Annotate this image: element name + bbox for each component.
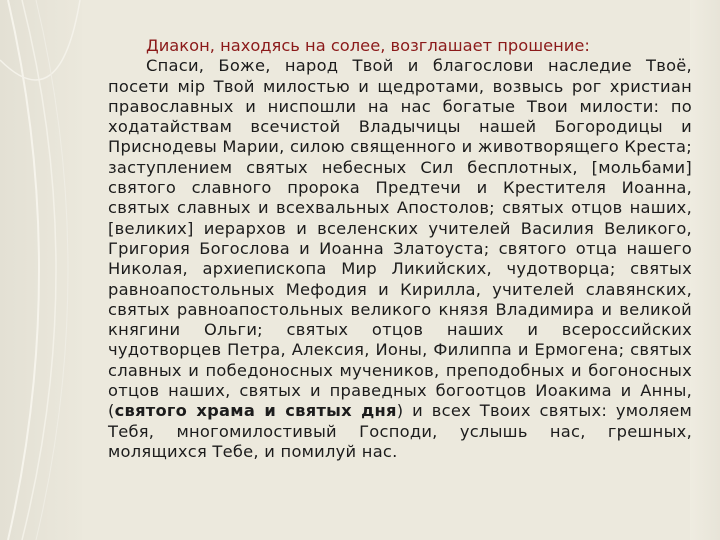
prayer-text-bold: святого храма и святых дня: [114, 401, 397, 421]
prayer-text: [108, 56, 692, 462]
decorative-left-border: [0, 0, 82, 540]
decorative-right-border: [690, 0, 720, 540]
prayer-text-ending: ) и всех Твоих святых: умоляем Тебя, многомилостивый Господи, услышь нас, грешных, молящихся Тебе, и помилуй нас.: [108, 401, 692, 461]
slide-content: [108, 36, 692, 462]
prayer-text-main: Спаси, Боже, народ Твой и благослови наследие Твоё, посети мiр Твой милостью и щедротами, возвысь рог христиан православных и ниспошли на нас богатые Твои милости: по ходатайствам всечистой Владычицы нашей Богородицы и Приснодевы Марии, силою священного и животворящего Креста; заступлением святых небесных Сил бесплотных, [мольбами] святого славного пророка Предтечи и Крестителя Иоанна, святых славных и всехвальных Апостолов; святых отцов наших, [великих] иерархов и вселенских учителей Василия Великого, Григория Богослова и Иоанна Златоуста; святого отца нашего Николая, архиепископа Мир Ликийских, чудотворца; святых равноапостольных Мефодия и Кирилла, учителей славянских, святых равноапостольных великого князя Владимира и великой княгини Ольги; святых отцов наших и всероссийских чудотворцев Петра, Алексия, Ионы, Филиппа и Ермогена; святых славных и победоносных мучеников, преподобных и богоносных отцов наших, святых и праведных богоотцов Иоакима и Анны, (: [108, 56, 692, 421]
decorative-lines: [0, 0, 82, 540]
rubric-heading: Диакон, находясь на солее, возглашает прошение:: [146, 36, 590, 55]
